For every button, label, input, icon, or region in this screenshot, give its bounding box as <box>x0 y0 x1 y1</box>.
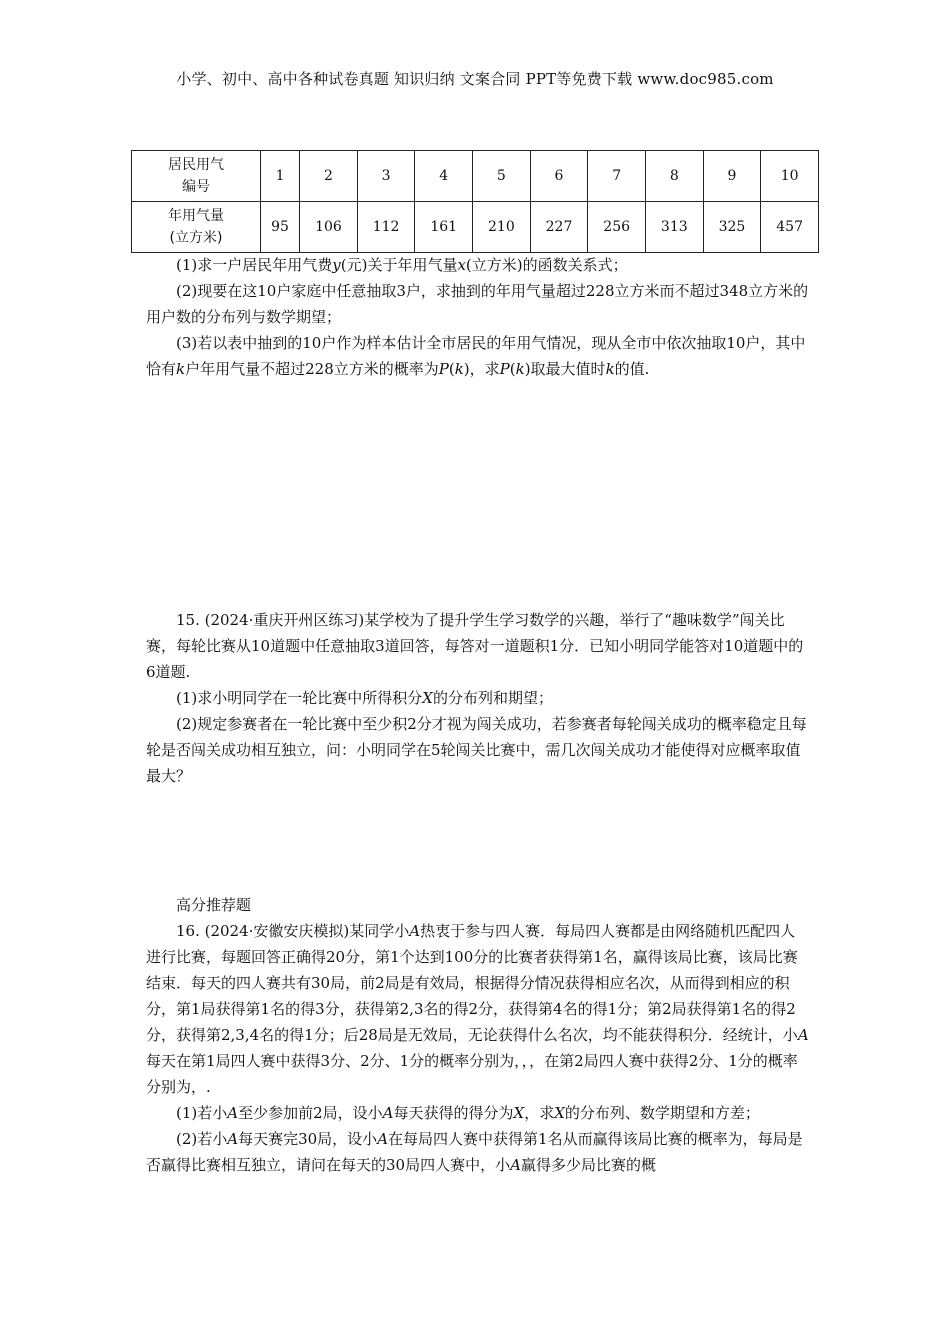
table-cell: 161 <box>415 202 473 253</box>
q15-part2: (2)规定参赛者在一轮比赛中至少积2分才视为闯关成功，若参赛者每轮闯关成功的概率稳定且每轮是否闯关成功相互独立，问：小明同学在5轮闯关比赛中，需几次闯关成功才能使得对应概率取值最大？ <box>146 715 807 785</box>
table-cell: 5 <box>473 151 531 202</box>
question-14-parts <box>146 252 810 382</box>
q15-part1: (1)求小明同学在一轮比赛中所得积分X的分布列和期望； <box>176 689 553 707</box>
q14-part3: (3)若以表中抽到的10户作为样本估计全市居民的年用气情况，现从全市中依次抽取10户，其中恰有k户年用气量不超过228立方米的概率为P(k)，求P(k)取最大值时k的值. <box>146 334 806 378</box>
q16-intro: 16. (2024·安徽安庆模拟)某同学小A热衷于参与四人赛．每局四人赛都是由网络随机匹配四人进行比赛，每题回答正确得20分，第1个达到100分的比赛者获得第1名，赢得该局比赛，该局比赛结束．每天的四人赛共有30局，前2局是有效局，根据得分情况获得相应名次，从而得到相应的积分，第1局获得第1名的得3分，获得第2,3名的得2分，获得第4名的得1分；第2局获得第1名的得2分，获得第2,3,4名的得1分；后28局是无效局，无论获得什么名次，均不能获得积分．经统计，小A每天在第1局四人赛中获得3分、2分、1分的概率分别为，，，在第2局四人赛中获得2分、1分的概率分别为，. <box>146 922 809 1096</box>
row-header-ids <box>132 151 261 202</box>
table-row-ids <box>132 151 819 202</box>
section-label: 高分推荐题 <box>176 896 252 914</box>
table-cell: 457 <box>761 202 819 253</box>
q14-part2: (2)现要在这10户家庭中任意抽取3户，求抽到的年用气量超过228立方米而不超过348立方米的用户数的分布列与数学期望； <box>146 282 809 326</box>
page-header: 小学、初中、高中各种试卷真题 知识归纳 文案合同 PPT等免费下载 www.doc985.com <box>176 70 774 88</box>
table-row-volumes <box>132 202 819 253</box>
question-15 <box>146 607 810 789</box>
table-cell: 95 <box>261 202 300 253</box>
q16-part2: (2)若小A每天赛完30局，设小A在每局四人赛中获得第1名从而赢得该局比赛的概率为，每局是否赢得比赛相互独立，请问在每天的30局四人赛中，小A赢得多少局比赛的概 <box>146 1130 803 1174</box>
table-cell: 210 <box>473 202 531 253</box>
row-header-volumes-line2: (立方米) <box>169 230 223 246</box>
table-cell: 2 <box>300 151 358 202</box>
table-cell: 10 <box>761 151 819 202</box>
table-cell: 325 <box>703 202 761 253</box>
gas-usage-table <box>131 150 819 253</box>
table-cell: 8 <box>645 151 703 202</box>
table-cell: 313 <box>645 202 703 253</box>
q16-part1: (1)若小A至少参加前2局，设小A每天获得的得分为X，求X的分布列、数学期望和方差； <box>176 1104 760 1122</box>
q15-intro: 15. (2024·重庆开州区练习)某学校为了提升学生学习数学的兴趣，举行了“趣味数学”闯关比赛，每轮比赛从10道题中任意抽取3道回答，每答对一道题积1分．已知小明同学能答对10道题中的6道题. <box>146 611 804 681</box>
table-cell: 106 <box>300 202 358 253</box>
table-cell: 112 <box>357 202 415 253</box>
row-header-volumes <box>132 202 261 253</box>
q14-part1: (1)求一户居民年用气费y(元)关于年用气量x(立方米)的函数关系式； <box>176 256 628 274</box>
table-cell: 7 <box>588 151 646 202</box>
table-cell: 1 <box>261 151 300 202</box>
question-16 <box>146 892 810 1178</box>
table-cell: 4 <box>415 151 473 202</box>
table-cell: 6 <box>530 151 588 202</box>
table-cell: 9 <box>703 151 761 202</box>
table-cell: 3 <box>357 151 415 202</box>
row-header-volumes-line1: 年用气量 <box>168 208 224 224</box>
row-header-ids-line2: 编号 <box>182 179 210 195</box>
row-header-ids-line1: 居民用气 <box>168 157 224 173</box>
table-cell: 227 <box>530 202 588 253</box>
table-cell: 256 <box>588 202 646 253</box>
